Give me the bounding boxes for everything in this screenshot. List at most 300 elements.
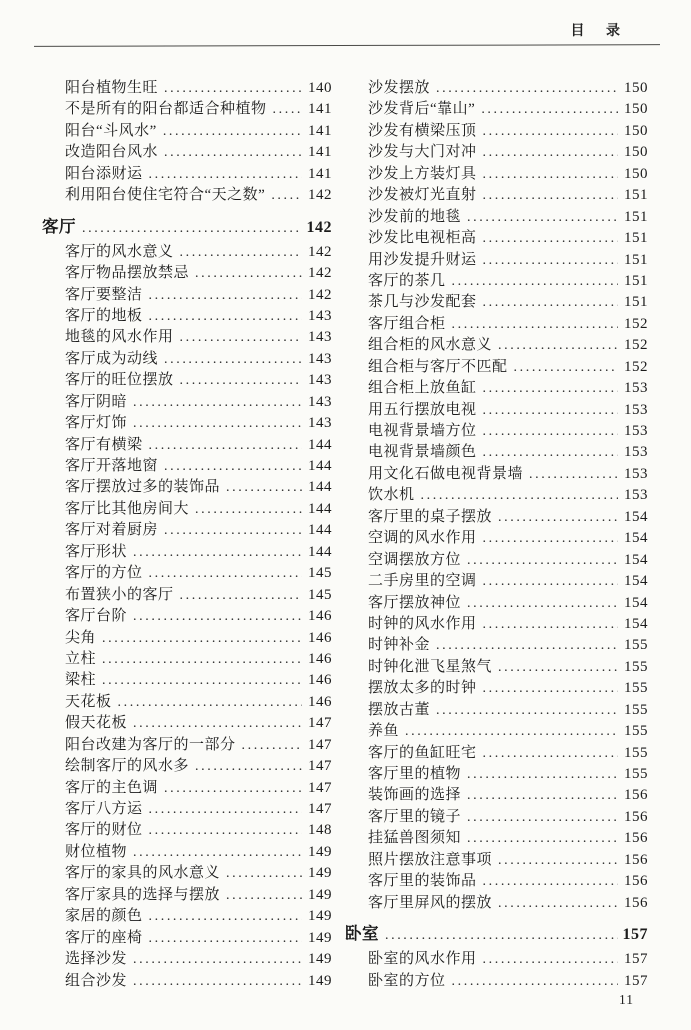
toc-entry-page: 156 xyxy=(624,894,648,911)
toc-entry-title: 客厅的家具的风水意义 xyxy=(65,865,221,882)
toc-entry-title: 时钟补金 xyxy=(368,637,431,654)
toc-entry-title: 尖角 xyxy=(65,629,97,646)
toc-entry-page: 146 xyxy=(308,608,332,625)
toc-entry-page: 149 xyxy=(308,929,332,946)
toc-entry-title: 摆放太多的时钟 xyxy=(368,680,477,697)
dot-leader xyxy=(421,487,618,504)
toc-entry-title: 养鱼 xyxy=(368,723,400,740)
dot-leader xyxy=(164,780,302,797)
toc-entry xyxy=(345,269,648,290)
toc-entry xyxy=(345,741,648,762)
toc-entry xyxy=(42,776,332,797)
toc-entry-page: 143 xyxy=(308,372,332,389)
toc-entry-page: 155 xyxy=(624,766,648,782)
dot-leader xyxy=(481,101,618,118)
toc-entry xyxy=(42,647,332,668)
toc-entry xyxy=(42,754,332,775)
toc-entry xyxy=(42,261,332,282)
toc-entry xyxy=(42,690,332,711)
dot-leader xyxy=(483,444,618,461)
toc-entry-page: 154 xyxy=(624,615,648,632)
toc-entry-title: 卧室的风水作用 xyxy=(368,951,477,968)
dot-leader xyxy=(226,479,302,496)
dot-leader xyxy=(529,466,618,483)
header-divider xyxy=(34,44,660,47)
toc-entry-title: 时钟的风水作用 xyxy=(368,615,477,632)
dot-leader xyxy=(133,844,302,861)
toc-entry-title: 装饰画的选择 xyxy=(368,787,462,804)
dot-leader xyxy=(483,616,618,633)
toc-entry-title: 组合沙发 xyxy=(65,972,128,989)
toc-entry-page: 142 xyxy=(308,265,332,282)
toc-entry-page: 153 xyxy=(624,487,648,504)
toc-entry-page: 143 xyxy=(308,415,332,432)
toc-entry-page: 147 xyxy=(308,715,332,732)
toc-entry-page: 156 xyxy=(624,851,648,868)
toc-entry-page: 140 xyxy=(308,80,332,96)
toc-entry-page: 141 xyxy=(308,165,332,182)
toc-entry-page: 155 xyxy=(624,701,648,718)
toc-entry xyxy=(345,612,648,633)
toc-entry-page: 152 xyxy=(624,358,648,375)
toc-entry-page: 143 xyxy=(308,350,332,367)
toc-entry xyxy=(42,861,332,882)
dot-leader xyxy=(180,372,302,389)
toc-entry-page: 142 xyxy=(308,243,332,260)
toc-entry xyxy=(345,483,648,504)
dot-leader xyxy=(467,809,618,826)
toc-entry-title: 客厅的风水意义 xyxy=(65,243,174,260)
toc-entry-title: 客厅里的桌子摆放 xyxy=(368,508,493,525)
toc-entry xyxy=(42,969,332,990)
dot-leader xyxy=(483,230,618,247)
toc-entry xyxy=(345,119,648,140)
toc-entry-title: 客厅灯饰 xyxy=(65,415,128,432)
dot-leader xyxy=(133,951,302,968)
toc-entry xyxy=(42,561,332,582)
toc-entry-page: 144 xyxy=(308,458,332,474)
toc-entry xyxy=(345,762,648,783)
toc-entry-title: 阳台添财运 xyxy=(65,165,143,182)
toc-entry-title: 家居的颜色 xyxy=(65,908,143,925)
dot-leader xyxy=(149,822,302,839)
toc-entry xyxy=(345,676,648,697)
toc-column-right xyxy=(345,76,648,990)
dot-leader xyxy=(149,565,302,582)
toc-entry-title: 改造阳台风水 xyxy=(65,144,159,161)
toc-entry-title: 客厅的鱼缸旺宅 xyxy=(368,744,477,761)
toc-entry-page: 155 xyxy=(624,744,648,761)
toc-entry xyxy=(42,926,332,947)
dot-leader xyxy=(483,380,618,397)
toc-entry-title: 阳台植物生旺 xyxy=(65,80,159,96)
toc-entry-page: 150 xyxy=(624,165,648,182)
toc-column-left xyxy=(42,76,332,990)
toc-entry-title: 客厅物品摆放禁忌 xyxy=(65,265,190,282)
toc-entry-title: 用五行摆放电视 xyxy=(368,401,477,418)
toc-entry xyxy=(42,97,332,118)
toc-entry xyxy=(345,355,648,376)
toc-entry-page: 146 xyxy=(308,629,332,646)
toc-entry-page: 149 xyxy=(308,865,332,882)
toc-entry-page: 154 xyxy=(624,594,648,611)
toc-entry xyxy=(345,312,648,333)
toc-entry xyxy=(42,433,332,454)
toc-entry-page: 151 xyxy=(624,230,648,247)
dot-leader xyxy=(483,144,618,161)
dot-leader xyxy=(133,608,302,625)
dot-leader xyxy=(498,509,618,526)
toc-entry-page: 143 xyxy=(308,329,332,346)
dot-leader xyxy=(164,351,302,368)
toc-entry-title: 客厅里的装饰品 xyxy=(368,873,477,890)
toc-entry-page: 157 xyxy=(624,951,648,968)
dot-leader xyxy=(436,702,618,719)
toc-entry-page: 149 xyxy=(308,972,332,989)
dot-leader xyxy=(133,394,302,411)
toc-entry xyxy=(42,904,332,925)
toc-entry xyxy=(345,97,648,118)
toc-entry xyxy=(42,475,332,496)
toc-entry-page: 151 xyxy=(624,294,648,311)
toc-entry xyxy=(345,140,648,161)
toc-entry xyxy=(42,583,332,604)
dot-leader xyxy=(467,766,618,783)
toc-entry-page: 150 xyxy=(624,122,648,139)
toc-entry-page: 147 xyxy=(308,779,332,796)
toc-entry-title: 二手房里的空调 xyxy=(368,573,477,590)
toc-entry-title: 卧室的方位 xyxy=(368,972,446,989)
toc-entry-page: 152 xyxy=(624,315,648,332)
dot-leader xyxy=(483,123,618,140)
toc-entry xyxy=(42,711,332,732)
toc-entry-title: 茶几与沙发配套 xyxy=(368,294,477,311)
toc-entry-page: 157 xyxy=(622,926,648,944)
toc-entry xyxy=(345,591,648,612)
toc-entry-title: 照片摆放注意事项 xyxy=(368,851,493,868)
toc-entry-title: 挂猛兽图须知 xyxy=(368,830,462,847)
toc-entry-page: 145 xyxy=(308,565,332,582)
toc-entry-page: 144 xyxy=(308,522,332,539)
toc-entry-title: 摆放古董 xyxy=(368,701,431,718)
dot-leader xyxy=(82,217,302,237)
toc-entry xyxy=(345,719,648,740)
toc-entry-title: 组合柜的风水意义 xyxy=(368,337,493,354)
toc-entry xyxy=(345,783,648,804)
dot-leader xyxy=(385,924,618,944)
toc-entry xyxy=(345,76,648,97)
toc-entry xyxy=(345,869,648,890)
toc-entry xyxy=(42,454,332,475)
toc-entry-title: 沙发摆放 xyxy=(368,80,431,96)
toc-entry xyxy=(345,398,648,419)
page-title: 目 录 xyxy=(570,24,629,39)
toc-entry-page: 150 xyxy=(624,101,648,118)
toc-entry-title: 饮水机 xyxy=(368,487,415,504)
toc-entry xyxy=(42,325,332,346)
toc-entry-title: 时钟化泄飞星煞气 xyxy=(368,658,493,675)
toc-entry-title: 客厅成为动线 xyxy=(65,350,159,367)
dot-leader xyxy=(102,651,302,668)
dot-leader xyxy=(133,973,302,990)
toc-entry xyxy=(345,969,648,990)
dot-leader xyxy=(467,830,618,847)
toc-entry-page: 148 xyxy=(308,822,332,839)
dot-leader xyxy=(483,573,618,590)
toc-entry-title: 电视背景墙颜色 xyxy=(368,444,477,461)
toc-entry xyxy=(42,283,332,304)
toc-entry-page: 155 xyxy=(624,723,648,740)
toc-entry xyxy=(42,347,332,368)
toc-entry-title: 梁柱 xyxy=(65,672,97,689)
dot-leader xyxy=(467,595,618,612)
toc-entry-title: 沙发背后“靠山” xyxy=(368,101,476,118)
dot-leader xyxy=(483,745,618,762)
toc-entry-page: 142 xyxy=(306,218,332,236)
toc-entry-page: 142 xyxy=(308,187,332,204)
toc-entry xyxy=(345,633,648,654)
toc-entry-page: 154 xyxy=(624,530,648,547)
toc-entry-page: 141 xyxy=(308,101,332,118)
toc-entry xyxy=(345,805,648,826)
toc-entry xyxy=(345,290,648,311)
toc-entry-page: 156 xyxy=(624,873,648,890)
dot-leader xyxy=(242,737,302,754)
dot-leader xyxy=(498,895,618,912)
dot-leader xyxy=(273,101,302,118)
dot-leader xyxy=(118,694,302,711)
toc-entry-title: 阳台“斗风水” xyxy=(65,122,157,139)
toc-entry xyxy=(345,698,648,719)
dot-leader xyxy=(149,801,302,818)
toc-entry-page: 156 xyxy=(624,830,648,847)
toc-entry xyxy=(345,248,648,269)
toc-entry-page: 143 xyxy=(308,307,332,324)
toc-entry-title: 客厅的方位 xyxy=(65,565,143,582)
dot-leader xyxy=(133,544,302,561)
toc-entry-page: 144 xyxy=(308,479,332,496)
toc-entry-page: 153 xyxy=(624,444,648,461)
toc-entry xyxy=(42,183,332,204)
toc-entry-title: 组合柜上放鱼缸 xyxy=(368,380,477,397)
toc-entry-page: 154 xyxy=(624,573,648,590)
toc-entry-title: 阳台改建为客厅的一部分 xyxy=(65,736,236,753)
toc-entry-title: 客厅的主色调 xyxy=(65,779,159,796)
toc-entry-title: 客厅阴暗 xyxy=(65,393,128,410)
toc-entry xyxy=(42,947,332,968)
dot-leader xyxy=(483,423,618,440)
toc-entry-page: 149 xyxy=(308,951,332,968)
toc-entry-page: 145 xyxy=(308,586,332,603)
toc-entry xyxy=(42,76,332,97)
toc-entry-page: 153 xyxy=(624,423,648,439)
toc-entry-page: 149 xyxy=(308,843,332,860)
dot-leader xyxy=(195,758,302,775)
toc-entry-page: 144 xyxy=(308,436,332,453)
toc-entry xyxy=(42,497,332,518)
toc-entry-page: 150 xyxy=(624,80,648,96)
dot-leader xyxy=(452,273,618,290)
dot-leader xyxy=(149,166,302,183)
toc-entry-title: 立柱 xyxy=(65,650,97,667)
toc-entry-title: 客厅组合柜 xyxy=(368,315,446,332)
toc-entry-title: 客厅摆放神位 xyxy=(368,594,462,611)
dot-leader xyxy=(483,873,618,890)
toc-entry xyxy=(345,548,648,569)
toc-entry-title: 绘制客厅的风水多 xyxy=(65,758,190,775)
toc-entry-title: 假天花板 xyxy=(65,715,128,732)
toc-entry-title: 客厅的座椅 xyxy=(65,929,143,946)
toc-entry-title: 客厅 xyxy=(42,216,76,236)
dot-leader xyxy=(483,951,618,968)
toc-entry xyxy=(345,826,648,847)
dot-leader xyxy=(195,501,302,518)
toc-entry xyxy=(345,205,648,226)
toc-entry-page: 150 xyxy=(624,144,648,161)
dot-leader xyxy=(164,458,302,475)
dot-leader xyxy=(498,337,618,354)
toc-entry xyxy=(345,462,648,483)
toc-entry-page: 156 xyxy=(624,808,648,825)
toc-entry-page: 144 xyxy=(308,500,332,517)
toc-entry-title: 卧室 xyxy=(345,924,379,944)
toc-entry-page: 147 xyxy=(308,801,332,817)
toc-entry-page: 147 xyxy=(308,758,332,775)
toc-entry xyxy=(345,333,648,354)
toc-entry xyxy=(42,411,332,432)
toc-entry xyxy=(345,162,648,183)
toc-entry-page: 149 xyxy=(308,908,332,925)
toc-entry-page: 151 xyxy=(624,208,648,225)
dot-leader xyxy=(180,329,302,346)
dot-leader xyxy=(483,166,618,183)
dot-leader xyxy=(467,787,618,804)
toc-entry-page: 155 xyxy=(624,658,648,675)
toc-entry-title: 不是所有的阳台都适合种植物 xyxy=(65,101,267,118)
dot-leader xyxy=(436,637,618,654)
toc-entry-title: 沙发有横梁压顶 xyxy=(368,122,477,139)
dot-leader xyxy=(483,402,618,419)
toc-entry xyxy=(42,883,332,904)
dot-leader xyxy=(467,209,618,226)
toc-entry-title: 客厅的旺位摆放 xyxy=(65,372,174,389)
toc-entry-page: 153 xyxy=(624,380,648,397)
toc-entry-title: 利用阳台使住宅符合“天之数” xyxy=(65,187,266,204)
dot-leader xyxy=(514,359,618,376)
dot-leader xyxy=(102,672,302,689)
toc-entry-title: 客厅家具的选择与摆放 xyxy=(65,886,221,903)
toc-entry xyxy=(42,390,332,411)
toc-entry-title: 客厅要整洁 xyxy=(65,286,143,303)
dot-leader xyxy=(195,265,302,282)
toc-entry xyxy=(42,368,332,389)
toc-section-header xyxy=(345,920,648,944)
toc-entry xyxy=(345,526,648,547)
dot-leader xyxy=(102,630,302,647)
toc-entry xyxy=(345,226,648,247)
dot-leader xyxy=(483,294,618,311)
toc-entry-page: 155 xyxy=(624,637,648,654)
toc-entry-title: 客厅开落地窗 xyxy=(65,458,159,474)
dot-leader xyxy=(498,659,618,676)
toc-entry-page: 141 xyxy=(308,122,332,139)
toc-entry xyxy=(42,119,332,140)
toc-entry xyxy=(345,505,648,526)
toc-section-header xyxy=(42,213,332,237)
toc-entry-title: 客厅里的植物 xyxy=(368,766,462,782)
toc-entry-page: 149 xyxy=(308,886,332,903)
toc-entry-title: 用沙发提升财运 xyxy=(368,251,477,268)
toc-entry xyxy=(345,848,648,869)
dot-leader xyxy=(452,316,618,333)
toc-entry-title: 电视背景墙方位 xyxy=(368,423,477,439)
toc-entry xyxy=(42,540,332,561)
toc-entry xyxy=(42,304,332,325)
toc-entry-title: 空调的风水作用 xyxy=(368,530,477,547)
dot-leader xyxy=(133,715,302,732)
dot-leader xyxy=(436,80,618,97)
toc-entry xyxy=(42,604,332,625)
toc-entry-page: 152 xyxy=(624,337,648,354)
toc-entry-title: 沙发比电视柜高 xyxy=(368,230,477,247)
toc-entry-page: 151 xyxy=(624,251,648,268)
toc-entry-title: 选择沙发 xyxy=(65,951,128,968)
toc-entry-title: 地毯的风水作用 xyxy=(65,329,174,346)
toc-entry-page: 155 xyxy=(624,680,648,697)
toc-entry-title: 客厅对着厨房 xyxy=(65,522,159,539)
toc-entry-page: 147 xyxy=(308,736,332,753)
toc-entry xyxy=(345,376,648,397)
toc-entry-title: 客厅里的镜子 xyxy=(368,808,462,825)
toc-entry-title: 客厅八方运 xyxy=(65,801,143,817)
dot-leader xyxy=(226,887,302,904)
toc-entry xyxy=(345,891,648,912)
page-number: 11 xyxy=(619,992,634,1007)
toc-entry-page: 151 xyxy=(624,272,648,289)
toc-entry-title: 客厅的财位 xyxy=(65,822,143,839)
dot-leader xyxy=(149,287,302,304)
dot-leader xyxy=(164,144,302,161)
toc-entry-title: 天花板 xyxy=(65,693,112,710)
dot-leader xyxy=(467,552,618,569)
toc-entry-title: 客厅台阶 xyxy=(65,608,128,625)
toc-entry-title: 沙发上方装灯具 xyxy=(368,165,477,182)
toc-entry-page: 153 xyxy=(624,465,648,482)
dot-leader xyxy=(180,244,302,261)
toc-entry xyxy=(345,947,648,968)
dot-leader xyxy=(180,587,302,604)
dot-leader xyxy=(149,930,302,947)
dot-leader xyxy=(483,252,618,269)
toc-entry-title: 客厅的地板 xyxy=(65,307,143,324)
toc-entry-page: 156 xyxy=(624,787,648,804)
dot-leader xyxy=(163,123,302,140)
toc-entry xyxy=(42,626,332,647)
dot-leader xyxy=(483,530,618,547)
toc-columns xyxy=(42,76,648,990)
toc-entry-title: 组合柜与客厅不匹配 xyxy=(368,358,508,375)
toc-entry-page: 154 xyxy=(624,508,648,525)
toc-entry-page: 142 xyxy=(308,286,332,303)
toc-entry xyxy=(42,797,332,818)
toc-entry-title: 沙发与大门对冲 xyxy=(368,144,477,161)
dot-leader xyxy=(164,522,302,539)
toc-entry xyxy=(42,668,332,689)
toc-entry xyxy=(345,569,648,590)
dot-leader xyxy=(483,680,618,697)
toc-entry-title: 客厅摆放过多的装饰品 xyxy=(65,479,221,496)
toc-entry-page: 146 xyxy=(308,693,332,710)
